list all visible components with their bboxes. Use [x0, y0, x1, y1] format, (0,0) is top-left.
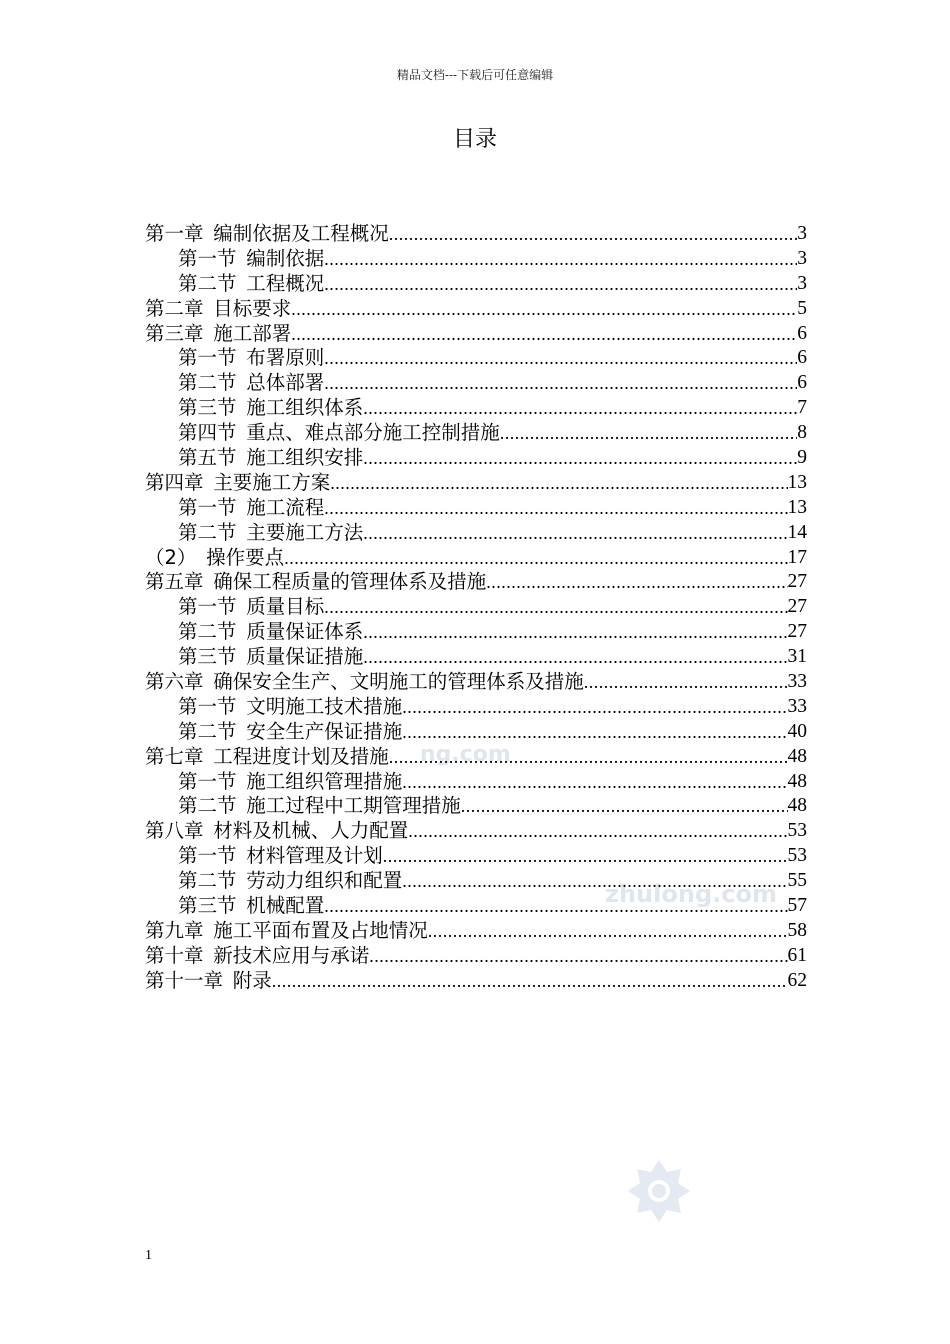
toc-page-number: 40: [787, 720, 807, 742]
toc-entry-label: 第五章: [145, 570, 204, 594]
watermark-logo-icon: [628, 1160, 690, 1222]
toc-page-number: 62: [787, 969, 807, 991]
toc-entry-text: [145, 471, 330, 496]
toc-entry[interactable]: [145, 371, 807, 396]
toc-page-number: 14: [787, 521, 807, 543]
toc-leader-dots: [402, 695, 787, 720]
toc-entry[interactable]: [145, 570, 807, 595]
toc-leader-dots: [324, 496, 787, 521]
toc-entry-label: 第六章: [145, 670, 204, 694]
toc-entry-label: 第十一章: [145, 968, 224, 992]
toc-entry-text: [145, 322, 291, 347]
toc-entry-text: [178, 446, 363, 471]
toc-entry-label: 第三节: [178, 396, 237, 420]
toc-leader-dots: [486, 570, 787, 595]
toc-leader-dots: [500, 421, 797, 446]
toc-entry-label: 第一节: [178, 595, 237, 619]
toc-leader-dots: [389, 222, 797, 247]
toc-page-number: 3: [797, 272, 807, 294]
toc-page-number: 48: [787, 745, 807, 767]
toc-leader-dots: [363, 521, 787, 546]
toc-entry-text: [145, 919, 428, 944]
toc-entry-label: （2）: [145, 545, 197, 569]
toc-entry[interactable]: [145, 695, 807, 720]
toc-entry-title: 确保安全生产、文明施工的管理体系及措施: [213, 670, 584, 694]
toc-entry-title: 施工部署: [213, 321, 292, 345]
toc-entry-text: [178, 794, 461, 819]
toc-entry-label: 第一节: [178, 346, 237, 370]
toc-entry-text: [178, 346, 324, 371]
toc-entry[interactable]: [145, 421, 807, 446]
toc-entry[interactable]: [145, 272, 807, 297]
toc-leader-dots: [389, 745, 788, 770]
toc-leader-dots: [402, 720, 787, 745]
toc-entry[interactable]: [145, 546, 807, 571]
toc-entry-title: 机械配置: [246, 894, 325, 918]
toc-entry-title: 施工过程中工期管理措施: [246, 794, 461, 818]
toc-entry-text: [178, 521, 363, 546]
toc-page-number: 8: [797, 422, 807, 444]
toc-page-number: 13: [787, 496, 807, 518]
toc-page-number: 17: [787, 546, 807, 568]
toc-entry[interactable]: [145, 894, 807, 919]
toc-entry-text: [178, 371, 324, 396]
toc-leader-dots: [383, 844, 788, 869]
toc-entry-text: [178, 645, 363, 670]
toc-leader-dots: [284, 546, 787, 571]
toc-entry-text: [145, 570, 486, 595]
toc-entry-label: 第二节: [178, 794, 237, 818]
toc-page-number: 48: [787, 770, 807, 792]
toc-page-number: 27: [787, 596, 807, 618]
toc-entry[interactable]: [145, 969, 807, 994]
toc-page-number: 9: [797, 447, 807, 468]
toc-entry-label: 第一节: [178, 694, 237, 718]
page-number: 1: [145, 1248, 152, 1263]
toc-entry[interactable]: [145, 297, 807, 322]
toc-entry-title: 目标要求: [213, 296, 292, 320]
toc-leader-dots: [408, 819, 787, 844]
toc-leader-dots: [584, 670, 788, 695]
toc-leader-dots: [363, 620, 787, 645]
toc-entry-title: 主要施工方案: [213, 470, 331, 494]
toc-entry-label: 第七章: [145, 744, 204, 768]
toc-entry-label: 第三节: [178, 645, 237, 669]
toc-page-number: 3: [797, 222, 807, 244]
toc-entry-text: [178, 770, 402, 795]
toc-entry[interactable]: [145, 844, 807, 869]
toc-entry-text: [145, 670, 584, 695]
toc-entry[interactable]: [145, 819, 807, 844]
toc-entry[interactable]: [145, 446, 807, 471]
toc-leader-dots: [291, 297, 797, 322]
toc-entry[interactable]: [145, 794, 807, 819]
toc-entry-text: [178, 720, 402, 745]
toc-entry-title: 工程概况: [246, 271, 325, 295]
toc-entry[interactable]: [145, 869, 807, 894]
toc-entry-label: 第一节: [178, 246, 237, 270]
toc-leader-dots: [291, 322, 797, 347]
toc-entry[interactable]: [145, 720, 807, 745]
toc-entry-text: [178, 272, 324, 297]
toc-entry[interactable]: [145, 346, 807, 371]
toc-entry[interactable]: [145, 770, 807, 795]
toc-leader-dots: [369, 944, 787, 969]
toc-entry-title: 工程进度计划及措施: [213, 744, 389, 768]
toc-entry-text: [145, 819, 408, 844]
toc-leader-dots: [330, 471, 787, 496]
toc-entry-text: [178, 869, 402, 894]
toc-entry-title: 确保工程质量的管理体系及措施: [213, 570, 487, 594]
toc-page-number: 33: [787, 671, 807, 693]
toc-entry-text: [145, 944, 369, 969]
toc-entry[interactable]: [145, 595, 807, 620]
toc-entry-label: 第四节: [178, 421, 237, 445]
toc-leader-dots: [324, 346, 797, 371]
table-of-contents: [145, 222, 807, 994]
toc-entry-label: 第一节: [178, 769, 237, 793]
toc-entry[interactable]: [145, 645, 807, 670]
toc-leader-dots: [324, 371, 797, 396]
toc-entry-title: 总体部署: [246, 371, 325, 395]
toc-page-number: 55: [787, 870, 807, 892]
toc-entry-text: [178, 421, 500, 446]
toc-entry-text: [145, 297, 291, 322]
toc-entry-title: 材料及机械、人力配置: [213, 819, 409, 843]
toc-entry-label: 第二节: [178, 520, 237, 544]
toc-entry-label: 第一章: [145, 221, 204, 245]
toc-leader-dots: [272, 969, 788, 994]
toc-entry[interactable]: [145, 944, 807, 969]
watermark-text: zhulong.com: [605, 880, 777, 908]
toc-entry-title: 编制依据及工程概况: [213, 221, 389, 245]
toc-page-number: 53: [787, 845, 807, 867]
page-title: 目录: [452, 127, 497, 152]
toc-entry-text: [145, 969, 272, 994]
toc-leader-dots: [363, 446, 797, 471]
toc-entry-title: 材料管理及计划: [246, 844, 383, 868]
toc-leader-dots: [324, 247, 797, 272]
toc-leader-dots: [461, 794, 788, 819]
toc-page-number: 53: [787, 820, 807, 842]
toc-entry-text: [145, 745, 389, 770]
toc-entry-text: [178, 396, 363, 421]
toc-entry[interactable]: [145, 919, 807, 944]
toc-entry-title: 劳动力组织和配置: [246, 869, 403, 893]
toc-page-number: 6: [797, 347, 807, 369]
toc-entry[interactable]: [145, 670, 807, 695]
toc-entry-title: 文明施工技术措施: [246, 694, 403, 718]
toc-entry-text: [178, 496, 324, 521]
toc-entry-title: 质量保证措施: [246, 645, 364, 669]
toc-entry-title: 质量保证体系: [246, 620, 364, 644]
toc-entry-label: 第一节: [178, 844, 237, 868]
toc-page-number: 6: [797, 322, 807, 344]
toc-entry-title: 施工流程: [246, 495, 325, 519]
toc-entry-title: 施工组织体系: [246, 396, 364, 420]
toc-leader-dots: [402, 770, 787, 795]
toc-page-number: 61: [787, 944, 807, 966]
toc-entry-label: 第二节: [178, 719, 237, 743]
toc-entry-title: 施工平面布置及占地情况: [213, 918, 428, 942]
toc-entry-title: 主要施工方法: [246, 520, 364, 544]
toc-entry[interactable]: [145, 620, 807, 645]
toc-entry-title: 附录: [232, 968, 272, 992]
toc-entry-text: [178, 620, 363, 645]
toc-leader-dots: [324, 894, 787, 919]
toc-entry-label: 第一节: [178, 495, 237, 519]
toc-page-number: 27: [787, 621, 807, 643]
toc-entry-label: 第二节: [178, 620, 237, 644]
toc-page-number: 33: [787, 695, 807, 717]
toc-entry-title: 质量目标: [246, 595, 325, 619]
toc-leader-dots: [324, 272, 797, 297]
toc-entry-label: 第三章: [145, 321, 204, 345]
toc-entry-label: 第五节: [178, 446, 237, 469]
toc-entry-label: 第九章: [145, 918, 204, 942]
toc-page-number: 7: [797, 397, 807, 419]
toc-entry-text: [145, 222, 389, 247]
toc-entry-label: 第二节: [178, 869, 237, 893]
toc-entry-text: [178, 894, 324, 919]
toc-entry-label: 第三节: [178, 894, 237, 918]
toc-entry[interactable]: [145, 496, 807, 521]
toc-entry-text: [178, 844, 383, 869]
toc-entry-label: 第四章: [145, 470, 204, 494]
toc-entry-title: 施工组织管理措施: [246, 769, 403, 793]
toc-entry-label: 第十章: [145, 943, 204, 967]
page-header: 精品文档---下载后可任意编辑: [396, 68, 554, 82]
toc-entry[interactable]: [145, 471, 807, 496]
toc-entry-title: 新技术应用与承诺: [213, 943, 370, 967]
toc-entry-title: 操作要点: [206, 545, 285, 569]
toc-leader-dots: [363, 645, 787, 670]
toc-page-number: 5: [797, 297, 807, 319]
toc-entry-label: 第八章: [145, 819, 204, 843]
toc-entry-title: 安全生产保证措施: [246, 719, 403, 743]
toc-page-number: 31: [787, 646, 807, 668]
toc-leader-dots: [402, 869, 787, 894]
toc-entry-text: [145, 546, 284, 571]
toc-entry-title: 施工组织安排: [246, 446, 364, 469]
watermark-text: ng.com: [420, 742, 511, 767]
toc-entry[interactable]: [145, 521, 807, 546]
toc-leader-dots: [324, 595, 787, 620]
toc-page-number: 58: [787, 919, 807, 941]
toc-entry[interactable]: [145, 396, 807, 421]
toc-entry-text: [178, 695, 402, 720]
toc-page-number: 6: [797, 372, 807, 394]
toc-entry-text: [178, 247, 324, 272]
toc-entry-label: 第二节: [178, 371, 237, 395]
toc-leader-dots: [428, 919, 788, 944]
toc-leader-dots: [363, 396, 797, 421]
toc-page-number: 13: [787, 471, 807, 493]
toc-page-number: 57: [787, 895, 807, 917]
toc-entry-title: 重点、难点部分施工控制措施: [246, 421, 500, 445]
toc-entry-title: 布署原则: [246, 346, 325, 370]
toc-entry[interactable]: [145, 745, 807, 770]
toc-entry[interactable]: [145, 247, 807, 272]
toc-page-number: 3: [797, 247, 807, 269]
toc-entry-title: 编制依据: [246, 246, 325, 270]
toc-page-number: 27: [787, 571, 807, 593]
toc-page-number: 48: [787, 795, 807, 817]
toc-entry[interactable]: [145, 222, 807, 247]
toc-entry-label: 第二节: [178, 271, 237, 295]
toc-entry-text: [178, 595, 324, 620]
toc-entry[interactable]: [145, 322, 807, 347]
toc-entry-label: 第二章: [145, 296, 204, 320]
